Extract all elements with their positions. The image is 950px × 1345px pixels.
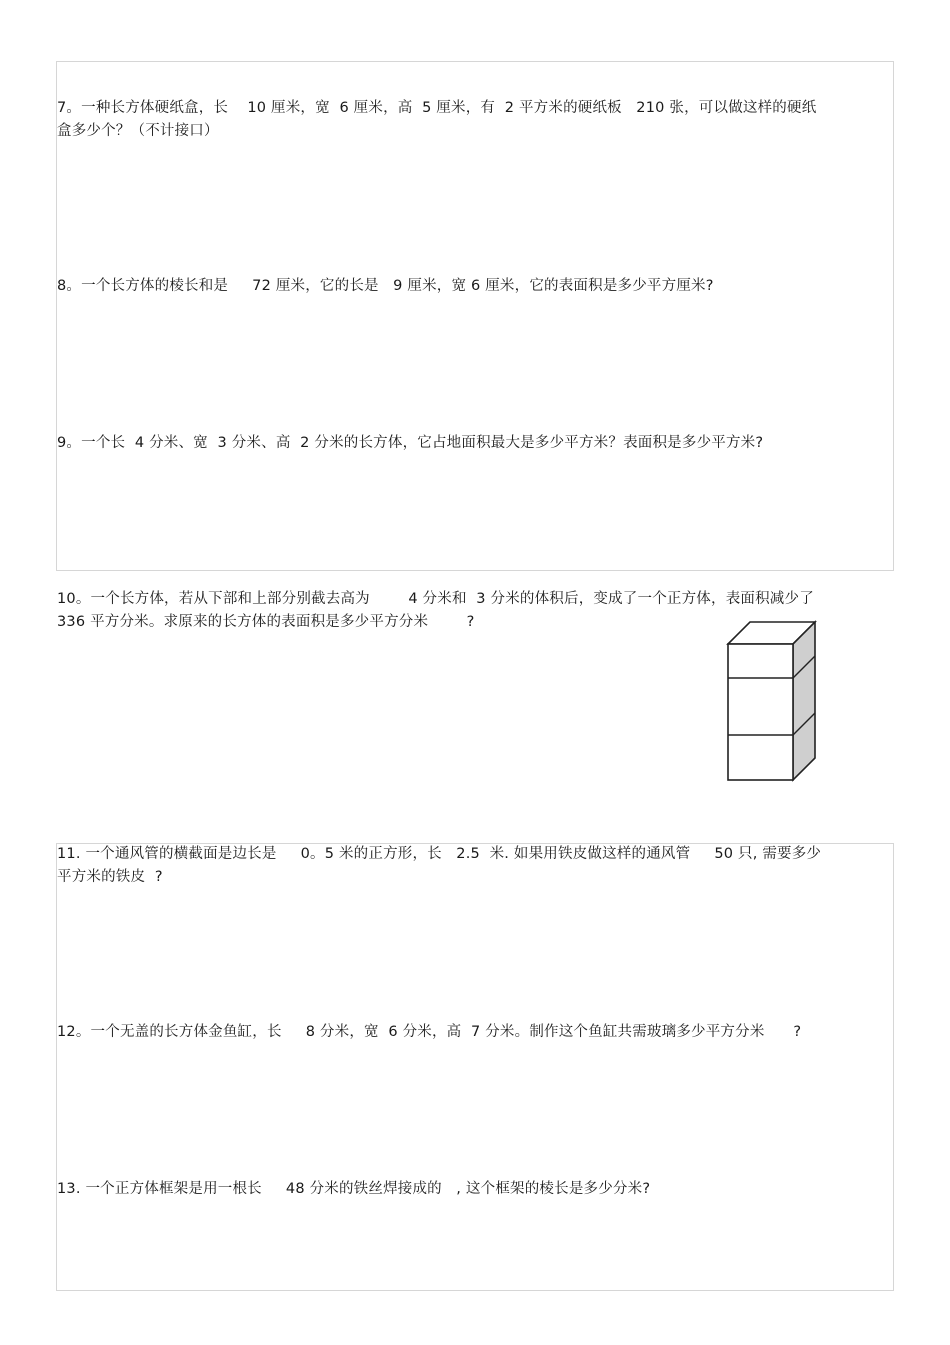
question-10: 10。一个长方体，若从下部和上部分别截去高为 4 分米和 3 分米的体积后，变成了一个正方体，表面积减少了 336 平方分米。求原来的长方体的表面积是多少平方分米 ? [57,591,814,630]
cuboid-front-face [728,644,793,780]
question-13: 13. 一个正方体框架是用一根长 48 分米的铁丝焊接成的 , 这个框架的棱长是多少分米? [57,1181,651,1197]
cuboid-side-face [793,622,815,780]
question-8: 8。一个长方体的棱长和是 72 厘米，它的长是 9 厘米，宽 6 厘米，它的表面积是多少平方厘米? [57,278,714,294]
cuboid-figure [726,618,822,784]
question-12: 12。一个无盖的长方体金鱼缸，长 8 分米，宽 6 分米，高 7 分米。制作这个鱼缸共需玻璃多少平方分米 ? [57,1024,802,1040]
question-frame-bottom [56,843,894,1291]
question-11: 11. 一个通风管的横截面是边长是 0。5 米的正方形，长 2.5 米. 如果用铁皮做这样的通风管 50 只, 需要多少 平方米的铁皮 ? [57,846,822,885]
question-9: 9。一个长 4 分米、宽 3 分米、高 2 分米的长方体，它占地面积最大是多少平方米？表面积是多少平方米? [57,435,764,451]
question-7: 7。一种长方体硬纸盒，长 10 厘米，宽 6 厘米，高 5 厘米，有 2 平方米的硬纸板 210 张，可以做这样的硬纸 盒多少个？（不计接口） [57,100,817,139]
